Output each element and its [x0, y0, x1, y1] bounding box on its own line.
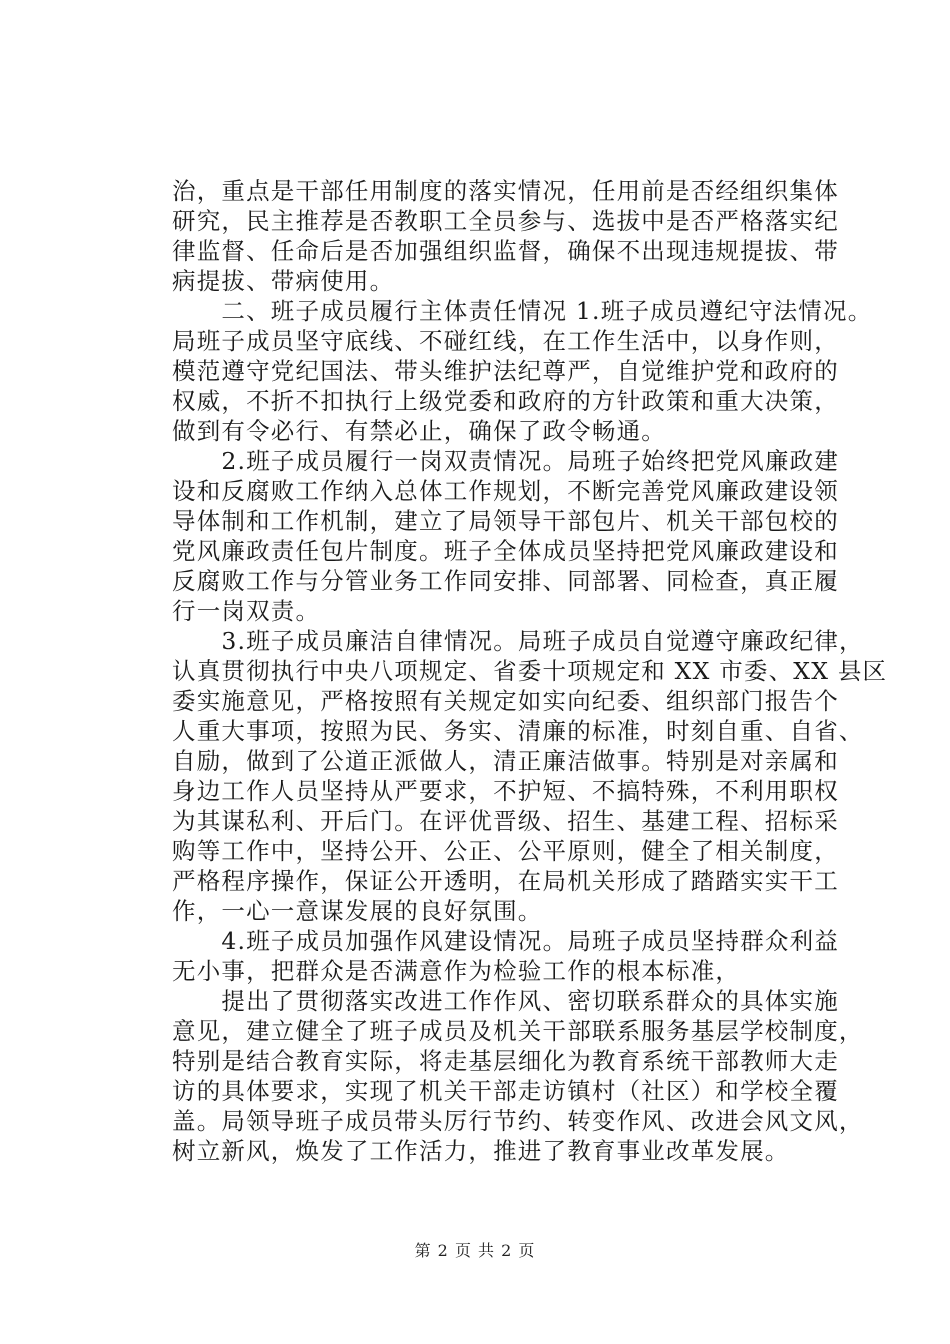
body-line: 提出了贯彻落实改进工作作风、密切联系群众的具体实施	[172, 987, 839, 1015]
body-line: 反腐败工作与分管业务工作同安排、同部署、同检查，真正履	[172, 567, 839, 595]
body-line: 做到有令必行、有禁必止，确保了政令畅通。	[172, 417, 666, 445]
body-line: 作，一心一意谋发展的良好氛围。	[172, 897, 543, 925]
body-line: 购等工作中，坚持公开、公正、公平原则，健全了相关制度，	[172, 837, 839, 865]
body-line: 律监督、任命后是否加强组织监督，确保不出现违规提拔、带	[172, 237, 839, 265]
body-line: 3.班子成员廉洁自律情况。局班子成员自觉遵守廉政纪律，	[172, 627, 864, 655]
body-line: 树立新风，焕发了工作活力，推进了教育事业改革发展。	[172, 1137, 790, 1165]
body-line: 意见，建立健全了班子成员及机关干部联系服务基层学校制度，	[172, 1017, 864, 1045]
body-line: 行一岗双责。	[172, 597, 321, 625]
body-line: 设和反腐败工作纳入总体工作规划，不断完善党风廉政建设领	[172, 477, 839, 505]
body-line: 盖。局领导班子成员带头厉行节约、转变作风、改进会风文风，	[172, 1107, 864, 1135]
body-line: 病提拔、带病使用。	[172, 267, 395, 295]
body-line: 党风廉政责任包片制度。班子全体成员坚持把党风廉政建设和	[172, 537, 839, 565]
body-line: 无小事，把群众是否满意作为检验工作的根本标准，	[172, 957, 741, 985]
body-line: 治，重点是干部任用制度的落实情况，任用前是否经组织集体	[172, 177, 839, 205]
body-line: 局班子成员坚守底线、不碰红线，在工作生活中，以身作则，	[172, 327, 839, 355]
body-line: 委实施意见，严格按照有关规定如实向纪委、组织部门报告个	[172, 687, 839, 715]
body-line: 4.班子成员加强作风建设情况。局班子成员坚持群众利益	[172, 927, 840, 955]
document-body	[172, 176, 888, 1166]
page-number-footer: 第 2 页 共 2 页	[414, 1241, 536, 1260]
body-line: 人重大事项，按照为民、务实、清廉的标准，时刻自重、自省、	[172, 717, 864, 745]
body-line: 二、班子成员履行主体责任情况 1.班子成员遵纪守法情况。	[172, 297, 873, 325]
body-line: 严格程序操作，保证公开透明，在局机关形成了踏踏实实干工	[172, 867, 839, 895]
body-line: 模范遵守党纪国法、带头维护法纪尊严，自觉维护党和政府的	[172, 357, 839, 385]
body-line: 权威，不折不扣执行上级党委和政府的方针政策和重大决策，	[172, 387, 839, 415]
body-line: 访的具体要求，实现了机关干部走访镇村（社区）和学校全覆	[172, 1077, 839, 1105]
body-line: 为其谋私利、开后门。在评优晋级、招生、基建工程、招标采	[172, 807, 839, 835]
body-line: 认真贯彻执行中央八项规定、省委十项规定和 XX 市委、XX 县区	[172, 657, 888, 685]
body-line: 自励，做到了公道正派做人，清正廉洁做事。特别是对亲属和	[172, 747, 839, 775]
body-line: 导体制和工作机制，建立了局领导干部包片、机关干部包校的	[172, 507, 839, 535]
body-line: 2.班子成员履行一岗双责情况。局班子始终把党风廉政建	[172, 447, 840, 475]
body-line: 研究，民主推荐是否教职工全员参与、选拔中是否严格落实纪	[172, 207, 839, 235]
body-line: 身边工作人员坚持从严要求，不护短、不搞特殊，不利用职权	[172, 777, 839, 805]
body-line: 特别是结合教育实际，将走基层细化为教育系统干部教师大走	[172, 1047, 839, 1075]
